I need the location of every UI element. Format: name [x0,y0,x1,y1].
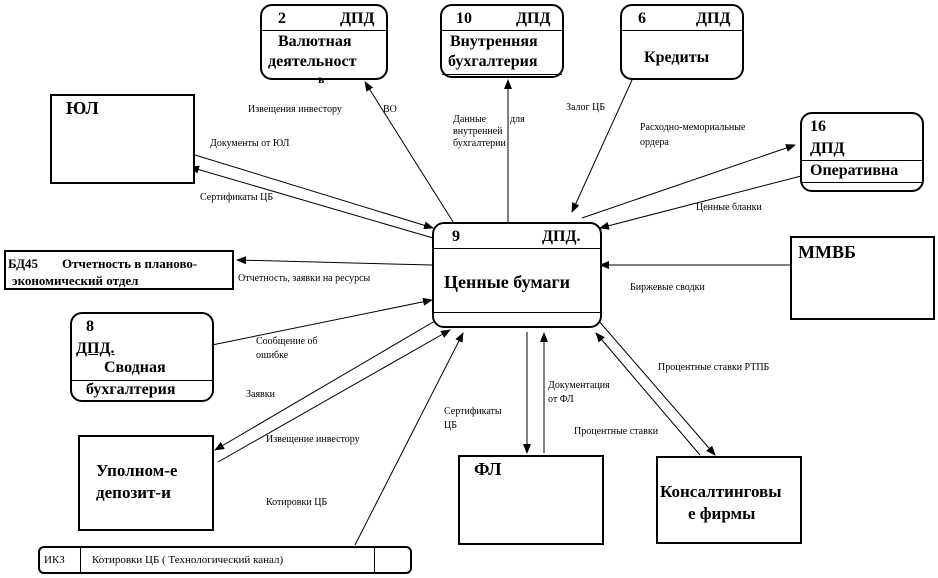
arrow-9-to-16 [582,145,795,218]
process-name-line2: бухгалтерия [86,381,176,398]
process-number: 2 [278,10,286,27]
process-16-operative[interactable] [800,112,924,192]
entity-label-line2: депозит-и [96,483,171,502]
flow-label-data-internal-dlya: для [510,114,525,125]
flow-label-collateral: Залог ЦБ [566,102,606,113]
store-id: БД45 [8,256,39,271]
flow-label-interest-rtpb: Процентные ставки РТПБ [658,362,770,373]
process-tag: ДПД [696,10,731,27]
arrow-9-to-bd45 [237,260,432,265]
flow-label-investor-notice: Извещение инвестору [266,434,360,445]
process-tag: ДПД. [76,340,115,357]
flow-label-memorial-orders-1: Расходно-мемориальные [640,122,746,133]
flow-label-certificates: Сертификаты ЦБ [200,192,274,203]
flow-label-fl-certificates-1: Сертификаты [444,406,502,417]
process-tag: ДПД [810,140,845,157]
external-entity-yul[interactable] [50,94,195,184]
flow-label-error-message-1: Сообщение об [256,336,318,347]
arrow-9-to-2 [365,82,455,225]
flow-label-data-internal-3: бухгалтерии [453,138,506,149]
process-6-credits[interactable] [620,4,744,80]
process-9-securities[interactable] [432,222,602,328]
flow-label-vo: ВО [383,104,397,115]
process-name-line3: ь [318,72,325,86]
entity-label-line1: Уполном-е [96,461,178,480]
entity-label-line2: е фирмы [688,504,756,523]
flow-label-data-internal-2: внутренней [453,126,503,137]
flow-label-exchange-reports: Биржевые сводки [630,282,705,293]
flow-label-fl-documentation-1: Документация [548,380,610,391]
flow-label-data-internal-1: Данные [453,114,487,125]
process-number: 6 [638,10,646,27]
external-entity-fl[interactable] [458,455,604,545]
store-name: Котировки ЦБ ( Технологический канал) [92,554,284,566]
store-id: ИКЗ [44,554,65,566]
external-entity-mmvb[interactable] [790,236,935,320]
flow-label-requests: Заявки [246,389,275,400]
flow-label-interest-rates: Процентные ставки [574,426,659,437]
flow-label-investor-notices: Извещения инвестору [248,104,342,115]
store-name-line1: Отчетность в планово- [62,256,198,271]
process-number: 8 [86,318,94,335]
store-name-line2: экономический отдел [12,273,139,288]
flow-label-yul-documents: Документы от ЮЛ [210,138,290,149]
process-name-line1: Внутренняя [450,33,538,50]
external-entity-consulting-firms[interactable] [656,456,802,544]
entity-label: ЮЛ [66,98,99,118]
process-name-line2: бухгалтерия [448,53,538,70]
process-name-line1: Валютная [278,33,352,50]
flow-label-quotes: Котировки ЦБ [266,497,328,508]
process-name-line1: Кредиты [644,49,710,66]
flow-label-memorial-orders-2: ордера [640,137,669,148]
process-name-line1: Оперативна [810,162,899,179]
entity-label-line1: Консалтинговы [660,482,782,501]
data-store-ikz[interactable] [38,546,412,574]
flow-label-reporting: Отчетность, заявки на ресурсы [238,273,371,284]
process-tag: ДПД. [542,228,581,245]
process-8-consolidated-accounting[interactable] [70,312,214,402]
arrow-ikz-to-9 [355,333,463,545]
flow-label-blank-forms: Ценные бланки [696,202,762,213]
flow-label-fl-documentation-2: от ФЛ [548,394,574,405]
process-10-internal-accounting[interactable] [440,4,564,78]
process-name-line1: Сводная [104,359,166,376]
flow-label-error-message-2: ошибке [256,350,289,361]
arrow-8-to-9 [212,300,432,345]
process-name-line1: Ценные бумаги [444,272,571,292]
entity-label: ФЛ [474,459,502,479]
process-name-line2: деятельност [268,53,357,70]
arrow-6-to-9 [572,80,632,212]
data-store-bd45[interactable] [4,250,234,290]
process-tag: ДПД [516,10,551,27]
flow-label-fl-certificates-2: ЦБ [444,420,457,431]
process-number: 10 [456,10,472,27]
external-entity-authorized-depositories[interactable] [78,435,214,531]
process-tag: ДПД [340,10,375,27]
process-number: 9 [452,228,460,245]
process-2-currency[interactable] [260,4,388,86]
entity-label: ММВБ [798,242,856,262]
process-number: 16 [810,118,826,135]
